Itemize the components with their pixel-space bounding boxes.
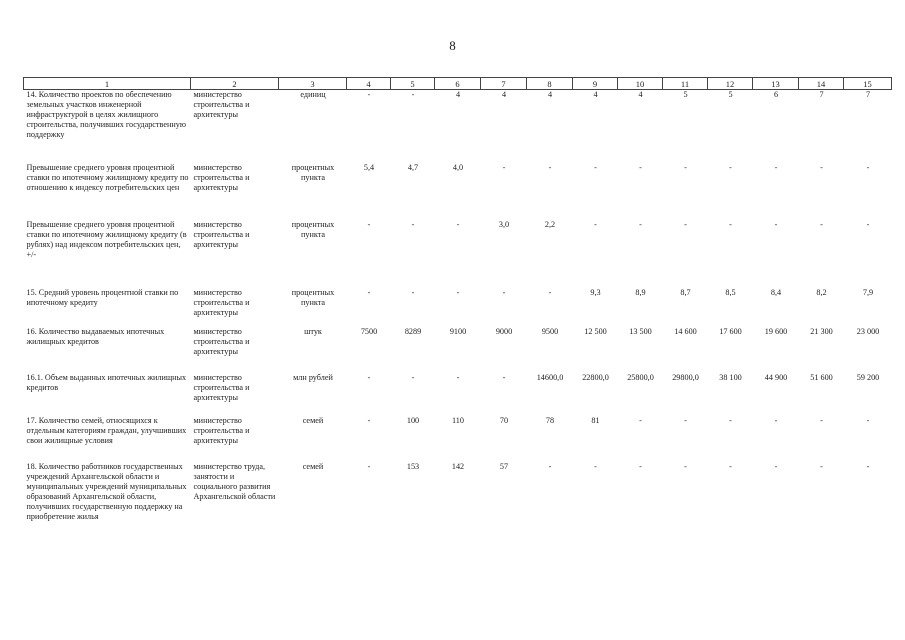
value-cell: -: [367, 219, 371, 229]
value-cell: 9,3: [590, 287, 601, 297]
value-cell: 13 500: [629, 326, 652, 336]
value-cell: -: [820, 219, 823, 229]
value-cell: -: [548, 287, 552, 297]
value-cell: 7,9: [862, 287, 874, 297]
value-cell: 4: [547, 90, 553, 99]
header-cell: 12: [708, 78, 753, 90]
value-cell: 70: [499, 415, 509, 425]
value-cell: -: [456, 287, 460, 297]
responsible-cell: министерство строительства и архитектуры: [193, 287, 250, 317]
value-cell: 142: [451, 461, 465, 471]
value-cell: 29800,0: [672, 372, 699, 382]
value-cell: 22800,0: [582, 372, 609, 382]
value-cell: 14 600: [674, 326, 697, 336]
value-cell: 3,0: [498, 219, 510, 229]
value-cell: 6: [773, 90, 779, 99]
value-cell: 59 200: [856, 372, 880, 382]
value-cell: -: [639, 162, 642, 172]
indicator-cell: Превышение среднего уровня процентной ставки по ипотечному жилищному кредиту по отношению к индексу потребительских цен: [26, 162, 189, 192]
unit-cell: единиц: [300, 90, 326, 99]
value-cell: 4: [455, 90, 461, 99]
table-row: [24, 327, 892, 373]
indicators-table: [23, 77, 892, 552]
header-cell: 11: [663, 78, 708, 90]
value-cell: 4: [593, 90, 598, 99]
value-cell: 12 500: [584, 326, 607, 336]
value-cell: -: [367, 461, 371, 471]
value-cell: -: [502, 287, 506, 297]
value-cell: 17 600: [719, 326, 742, 336]
value-cell: 19 600: [764, 326, 788, 336]
value-cell: 7500: [360, 326, 378, 336]
page-number: 8: [449, 38, 456, 53]
table-row: [24, 220, 892, 288]
value-cell: 8,4: [770, 287, 782, 297]
value-cell: 4,7: [407, 162, 419, 172]
table-row: [24, 462, 892, 552]
value-cell: 8,9: [635, 287, 646, 297]
value-cell: 110: [452, 415, 464, 425]
value-cell: 9100: [449, 326, 467, 336]
value-cell: 4: [501, 90, 507, 99]
value-cell: 9000: [495, 326, 513, 336]
value-cell: -: [866, 219, 870, 229]
value-cell: -: [639, 219, 642, 229]
header-cell: 2: [191, 78, 279, 90]
unit-cell: штук: [304, 326, 322, 336]
value-cell: -: [367, 372, 371, 382]
value-cell: -: [729, 461, 732, 471]
value-cell: -: [594, 461, 597, 471]
value-cell: 7: [865, 90, 871, 99]
value-cell: 78: [545, 415, 555, 425]
header-cell: 7: [481, 78, 527, 90]
value-cell: 8289: [404, 326, 422, 336]
indicator-cell: 17. Количество семей, относящихся к отдельным категориям граждан, улучшивших свои жилищные условия: [26, 415, 187, 445]
value-cell: 5: [728, 90, 733, 99]
unit-cell: процентных пункта: [291, 219, 335, 239]
value-cell: 14600,0: [536, 372, 564, 382]
header-cell: 4: [347, 78, 391, 90]
indicator-cell: Превышение среднего уровня процентной ставки по ипотечному жилищному кредиту (в рублях) над индексом потребительских цен, +/-: [26, 219, 187, 259]
header-cell: 3: [279, 78, 347, 90]
table-row: [24, 373, 892, 416]
value-cell: 8,2: [816, 287, 827, 297]
header-cell: 8: [527, 78, 573, 90]
value-cell: -: [774, 415, 778, 425]
responsible-cell: министерство труда, занятости и социального развития Архангельской области: [193, 461, 276, 501]
value-cell: -: [367, 287, 371, 297]
value-cell: 81: [591, 415, 600, 425]
value-cell: -: [367, 415, 371, 425]
value-cell: -: [866, 162, 870, 172]
indicator-cell: 16. Количество выдаваемых ипотечных жилищных кредитов: [26, 326, 165, 346]
value-cell: 57: [499, 461, 509, 471]
indicator-cell: 16.1. Объем выданных ипотечных жилищных кредитов: [26, 372, 187, 392]
value-cell: 38 100: [719, 372, 742, 382]
value-cell: -: [456, 372, 460, 382]
value-cell: -: [729, 162, 732, 172]
responsible-cell: министерство строительства и архитектуры: [193, 372, 250, 402]
value-cell: -: [684, 461, 687, 471]
responsible-cell: министерство строительства и архитектуры: [193, 90, 250, 119]
header-cell: 6: [435, 78, 481, 90]
header-cell: 1: [24, 78, 191, 90]
value-cell: 44 900: [764, 372, 788, 382]
value-cell: -: [367, 90, 371, 99]
value-cell: 2,2: [544, 219, 556, 229]
value-cell: -: [684, 162, 687, 172]
value-cell: -: [820, 162, 823, 172]
header-cell: 9: [573, 78, 618, 90]
value-cell: 8,5: [725, 287, 736, 297]
responsible-cell: министерство строительства и архитектуры: [193, 415, 250, 445]
value-cell: -: [594, 162, 597, 172]
table-row: [24, 288, 892, 327]
value-cell: -: [502, 162, 506, 172]
value-cell: 5,4: [363, 162, 375, 172]
value-cell: -: [548, 162, 552, 172]
header-row: [24, 78, 892, 90]
unit-cell: семей: [302, 461, 324, 471]
responsible-cell: министерство строительства и архитектуры: [193, 219, 250, 249]
value-cell: 7: [819, 90, 824, 99]
value-cell: -: [684, 415, 687, 425]
value-cell: 8,7: [680, 287, 691, 297]
table-row: [24, 416, 892, 462]
value-cell: -: [411, 219, 415, 229]
header-cell: 5: [391, 78, 435, 90]
indicator-cell: 15. Средний уровень процентной ставки по ипотечному кредиту: [26, 287, 179, 307]
indicator-cell: 14. Количество проектов по обеспечению земельных участков инженерной инфраструктурой в целях жилищного строительства, получивших государственную поддержку: [26, 90, 186, 139]
value-cell: -: [456, 219, 460, 229]
unit-cell: млн рублей: [293, 372, 333, 382]
value-cell: -: [820, 461, 823, 471]
value-cell: 21 300: [810, 326, 833, 336]
value-cell: -: [866, 461, 870, 471]
unit-cell: процентных пункта: [291, 162, 335, 182]
value-cell: -: [411, 90, 415, 99]
unit-cell: семей: [302, 415, 324, 425]
value-cell: -: [594, 219, 597, 229]
table-row: [24, 90, 892, 163]
header-cell: 13: [753, 78, 799, 90]
responsible-cell: министерство строительства и архитектуры: [193, 162, 250, 192]
value-cell: -: [866, 415, 870, 425]
table-row: [24, 163, 892, 220]
value-cell: 4,0: [452, 162, 464, 172]
value-cell: -: [502, 372, 506, 382]
responsible-cell: министерство строительства и архитектуры: [193, 326, 250, 356]
header-cell: 15: [844, 78, 892, 90]
value-cell: -: [639, 415, 642, 425]
value-cell: -: [684, 219, 687, 229]
value-cell: -: [729, 415, 732, 425]
value-cell: -: [774, 162, 778, 172]
value-cell: -: [774, 461, 778, 471]
value-cell: 9500: [541, 326, 559, 336]
value-cell: 23 000: [856, 326, 880, 336]
value-cell: 4: [638, 90, 643, 99]
value-cell: -: [774, 219, 778, 229]
value-cell: 153: [406, 461, 420, 471]
value-cell: -: [411, 372, 415, 382]
value-cell: -: [820, 415, 823, 425]
value-cell: -: [548, 461, 552, 471]
value-cell: -: [639, 461, 642, 471]
value-cell: 25800,0: [627, 372, 654, 382]
value-cell: 51 600: [810, 372, 833, 382]
value-cell: 100: [406, 415, 420, 425]
value-cell: 5: [683, 90, 688, 99]
value-cell: -: [411, 287, 415, 297]
indicator-cell: 18. Количество работников государственных учреждений Архангельской области и муниципальных учреждений муниципальных образований Архангельской области, получивших государственную поддержку на приобретение жилья: [26, 461, 187, 521]
value-cell: -: [729, 219, 732, 229]
unit-cell: процентных пункта: [291, 287, 335, 307]
header-cell: 14: [799, 78, 844, 90]
header-cell: 10: [618, 78, 663, 90]
